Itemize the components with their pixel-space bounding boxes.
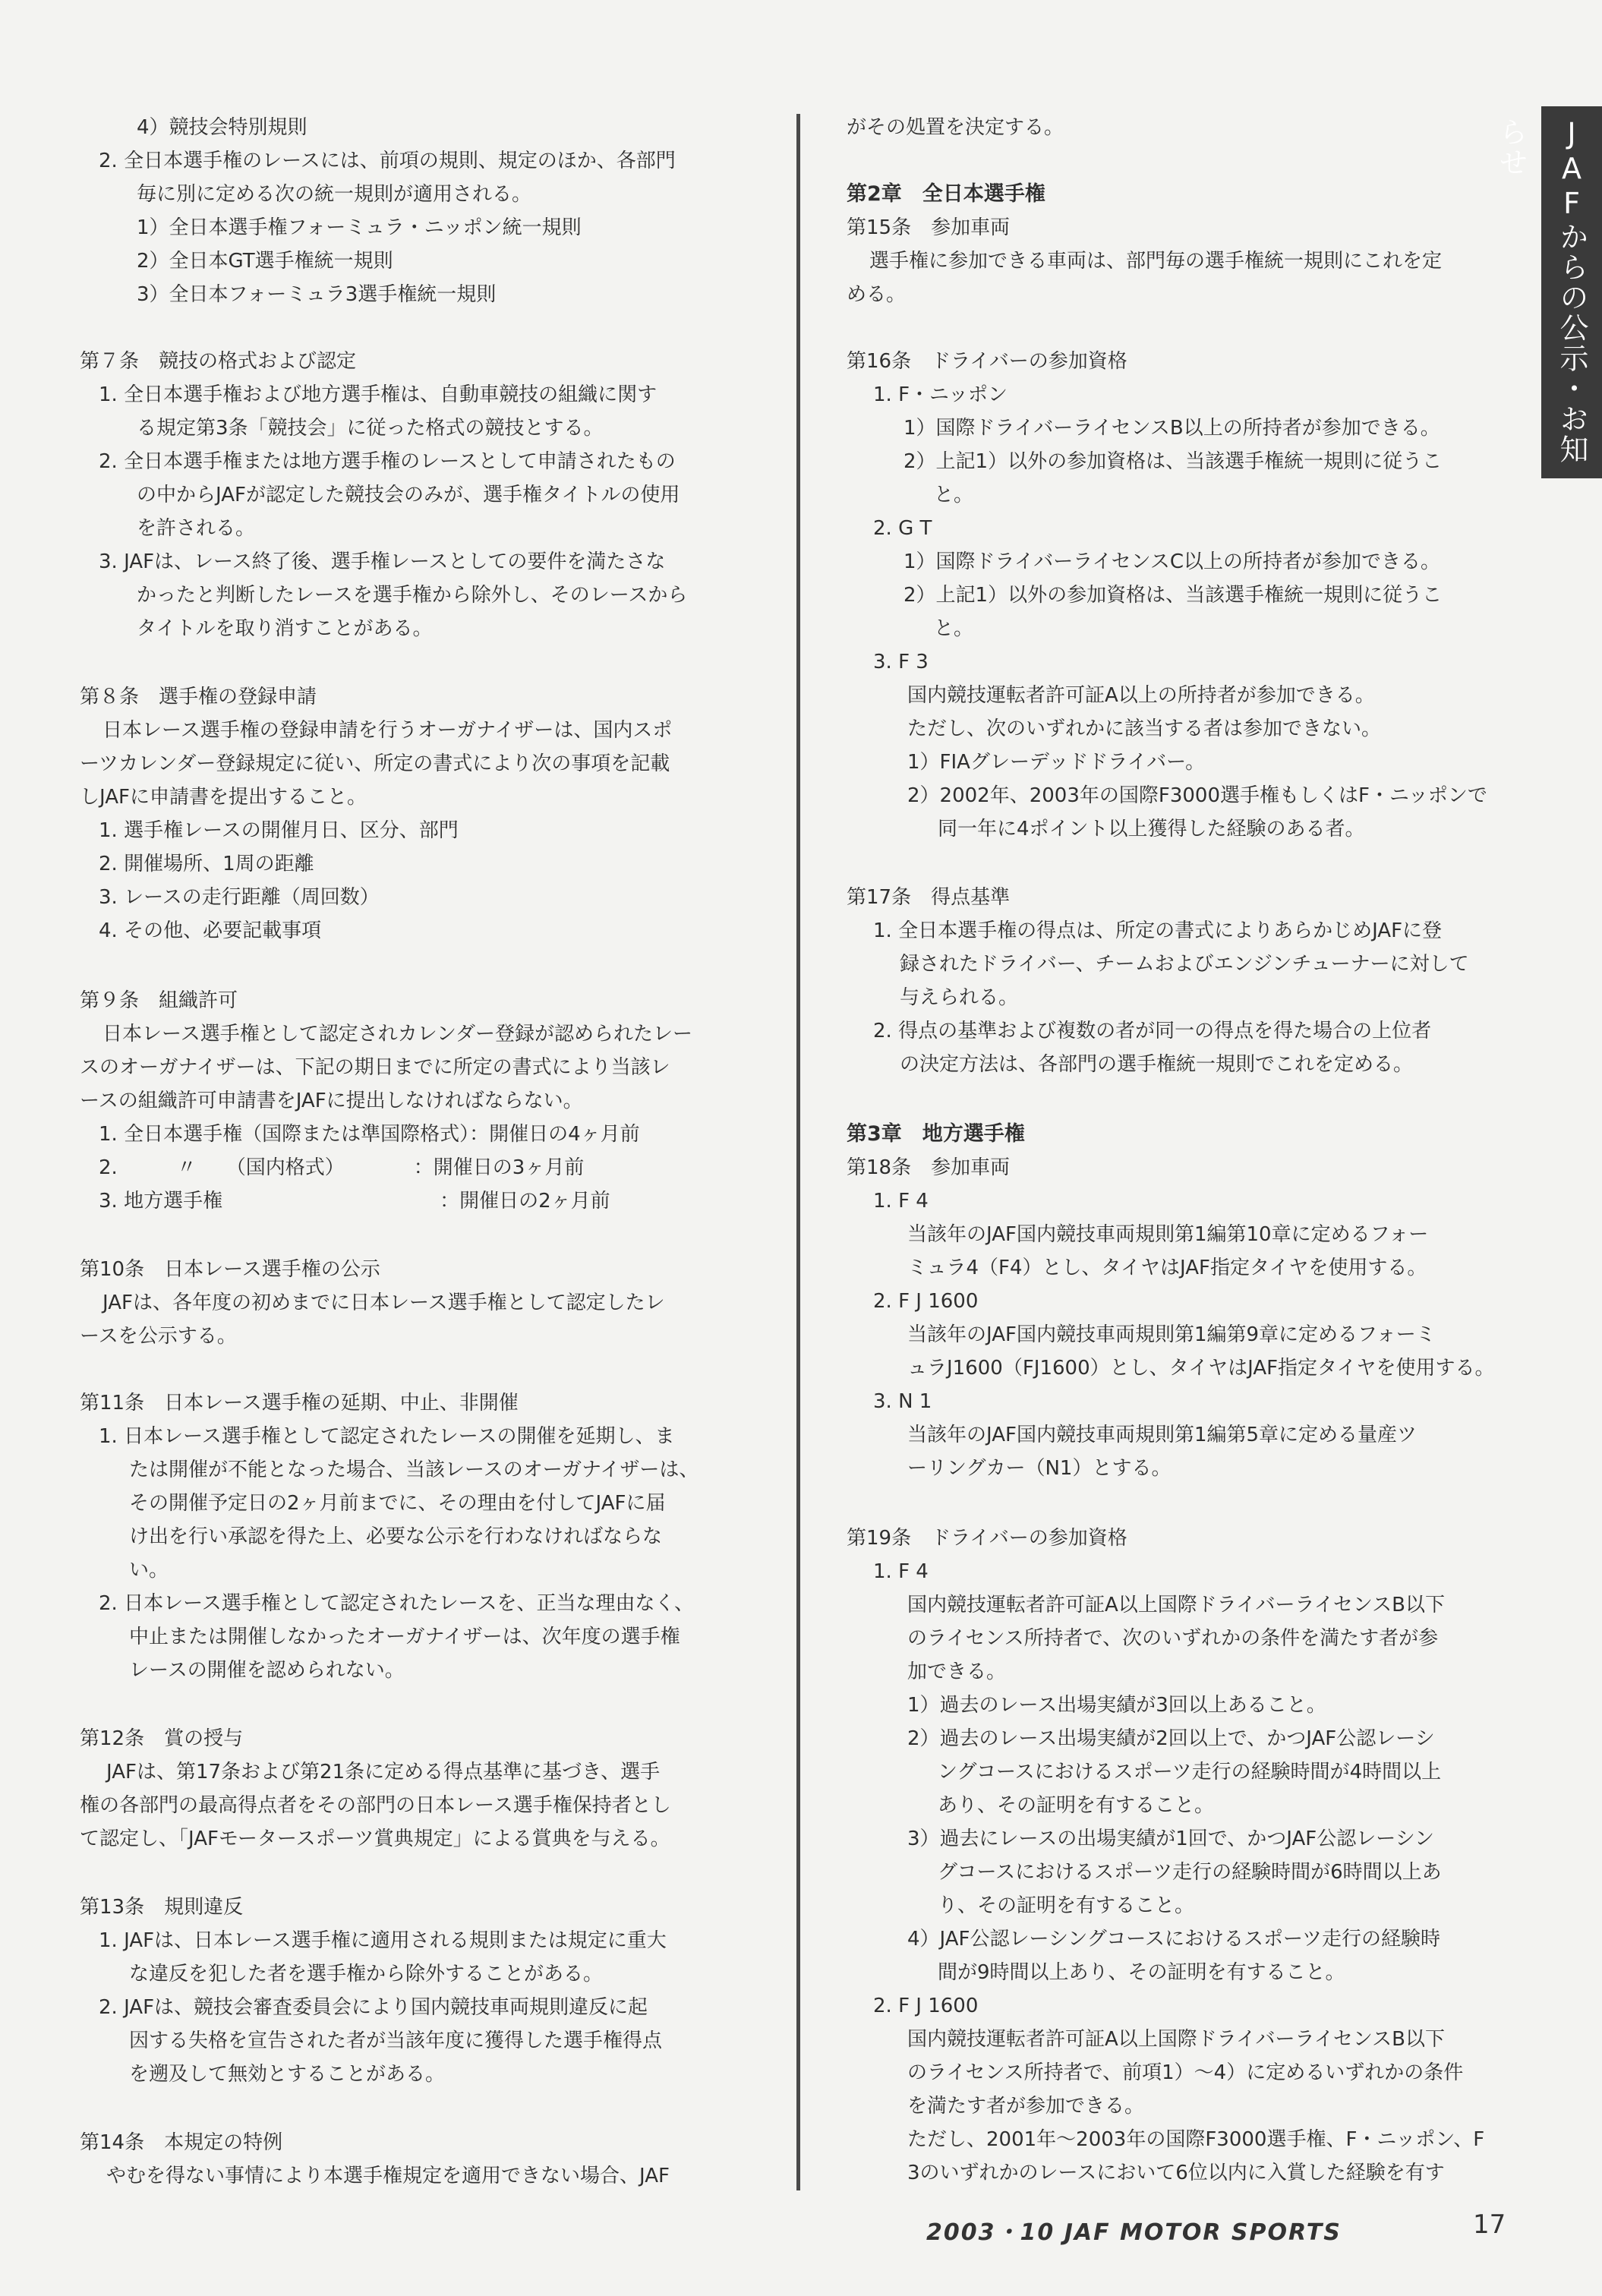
text-line: やむを得ない事情により本選手権規定を適用できない場合、JAF: [106, 2165, 670, 2187]
text-line: ミュラ4（F4）とし、タイヤはJAF指定タイヤを使用する。: [907, 1257, 1427, 1279]
text-line: ーツカレンダー登録規定に従い、所定の書式により次の事項を記載: [80, 752, 670, 775]
text-line: 2）上記1）以外の参加資格は、当該選手権統一規則に従うこ: [903, 450, 1443, 473]
text-line: 権の各部門の最高得点者をその部門の日本レース選手権保持者とし: [80, 1794, 671, 1817]
text-line: を遡及して無効とすることがある。: [129, 2063, 446, 2086]
text-line: 国内競技運転者許可証A以上国際ドライバーライセンスB以下: [907, 1594, 1445, 1616]
section-tab: [1494, 106, 1602, 478]
text-line: な違反を犯した者を選手権から除外することがある。: [129, 1963, 604, 1985]
text-line: かったと判断したレースを選手権から除外し、そのレースから: [137, 584, 688, 607]
text-line: 3. レースの走行距離（周回数）: [99, 886, 380, 909]
text-line: ュラJ1600（FJ1600）とし、タイヤはJAF指定タイヤを使用する。: [907, 1357, 1495, 1380]
text-line: 2. 〃 （国内格式） ：開催日の3ヶ月前: [99, 1156, 585, 1179]
article-heading: 第13条 規則違反: [80, 1896, 244, 1919]
text-line: 当該年のJAF国内競技車両規則第1編第10章に定めるフォー: [907, 1223, 1429, 1246]
text-line: 3のいずれかのレースにおいて6位以内に入賞した経験を有す: [907, 2162, 1445, 2184]
text-line: と。: [934, 617, 974, 640]
text-line: 3. F 3: [873, 651, 929, 673]
text-line: 2）過去のレース出場実績が2回以上で、かつJAF公認レーシ: [907, 1727, 1435, 1750]
text-line: 録されたドライバー、チームおよびエンジンチューナーに対して: [900, 953, 1469, 976]
text-line: ングコースにおけるスポーツ走行の経験時間が4時間以上: [938, 1761, 1442, 1784]
text-line: 1. 選手権レースの開催月日、区分、部門: [99, 819, 459, 842]
text-line: 因する失格を宣告された者が当該年度に獲得した選手権得点: [129, 2030, 663, 2052]
text-line: 日本レース選手権の登録申請を行うオーガナイザーは、国内スポ: [102, 719, 673, 742]
article-heading: 第18条 参加車両: [847, 1156, 1011, 1179]
text-line: 4）JAF公認レーシングコースにおけるスポーツ走行の経験時: [907, 1928, 1440, 1951]
text-line: 加できる。: [907, 1660, 1007, 1683]
text-line: のライセンス所持者で、次のいずれかの条件を満たす者が参: [907, 1627, 1439, 1650]
text-line: 3. N 1: [873, 1390, 932, 1413]
text-line: 国内競技運転者許可証A以上の所持者が参加できる。: [907, 684, 1375, 707]
article-heading: 第16条 ドライバーの参加資格: [847, 350, 1127, 373]
text-line: のライセンス所持者で、前項1）～4）に定めるいずれかの条件: [907, 2061, 1464, 2084]
article-heading: 第14条 本規定の特例: [80, 2131, 283, 2154]
text-line: JAFは、第17条および第21条に定める得点基準に基づき、選手: [106, 1761, 661, 1784]
text-line: タイトルを取り消すことがある。: [137, 617, 433, 640]
article-heading: 第９条 組織許可: [80, 989, 238, 1012]
text-line: を許される。: [137, 517, 256, 540]
text-line: 3）過去にレースの出場実績が1回で、かつJAF公認レーシン: [907, 1828, 1435, 1850]
article-heading: 第11条 日本レース選手権の延期、中止、非開催: [80, 1392, 519, 1414]
text-line: の決定方法は、各部門の選手権統一規則でこれを定める。: [900, 1053, 1414, 1076]
text-line: ただし、次のいずれかに該当する者は参加できない。: [907, 718, 1382, 740]
text-line: 中止または開催しなかったオーガナイザーは、次年度の選手権: [129, 1626, 680, 1648]
text-line: り、その証明を有すること。: [938, 1894, 1195, 1917]
text-line: 3. 地方選手権 ：開催日の2ヶ月前: [99, 1190, 610, 1213]
text-line: 1. 日本レース選手権として認定されたレースの開催を延期し、ま: [99, 1425, 675, 1448]
text-line: 2. JAFは、競技会審査委員会により国内競技車両規則違反に起: [99, 1996, 648, 2019]
text-line: スのオーガナイザーは、下記の期日までに所定の書式により当該レ: [80, 1056, 670, 1079]
text-line: て認定し、「JAFモータースポーツ賞典規定」による賞典を与える。: [80, 1828, 670, 1850]
text-line: 毎に別に定める次の統一規則が適用される。: [137, 183, 532, 206]
text-line: 与えられる。: [900, 986, 1019, 1009]
text-line: その開催予定日の2ヶ月前までに、その理由を付してJAFに届: [129, 1492, 666, 1515]
article-heading: 第15条 参加車両: [847, 216, 1011, 239]
text-line: 選手権に参加できる車両は、部門毎の選手権統一規則にこれを定: [869, 250, 1443, 273]
text-line: 2. 得点の基準および複数の者が同一の得点を得た場合の上位者: [873, 1020, 1432, 1042]
text-line: 1）FIAグレーデッドドライバー。: [907, 751, 1206, 774]
text-line: 3）全日本フォーミュラ3選手権統一規則: [137, 283, 497, 306]
text-line: 2. 全日本選手権のレースには、前項の規則、規定のほか、各部門: [99, 150, 676, 172]
text-line: しJAFに申請書を提出すること。: [80, 786, 367, 809]
text-line: 2）全日本GT選手権統一規則: [137, 250, 393, 273]
article-heading: 第17条 得点基準: [847, 886, 1011, 909]
chapter-heading: 第2章 全日本選手権: [847, 182, 1045, 206]
text-line: 1. F 4: [873, 1190, 929, 1213]
text-line: 1. 全日本選手権および地方選手権は、自動車競技の組織に関す: [99, 383, 658, 406]
text-line: ースの組織許可申請書をJAFに提出しなければならない。: [80, 1090, 583, 1112]
text-line: 当該年のJAF国内競技車両規則第1編第5章に定める量産ツ: [907, 1424, 1418, 1446]
text-line: レースの開催を認められない。: [129, 1659, 405, 1682]
text-line: 4. その他、必要記載事項: [99, 919, 322, 942]
text-line: 1）過去のレース出場実績が3回以上あること。: [907, 1694, 1326, 1717]
column-divider: [796, 114, 800, 2190]
text-line: ースを公示する。: [80, 1325, 237, 1348]
text-line: る規定第3条「競技会」に従った格式の競技とする。: [137, 417, 604, 440]
text-line: を満たす者が参加できる。: [907, 2095, 1145, 2118]
text-line: 3. JAFは、レース終了後、選手権レースとしての要件を満たさな: [99, 550, 666, 573]
text-line: ーリングカー（N1）とする。: [907, 1457, 1172, 1480]
text-line: 国内競技運転者許可証A以上国際ドライバーライセンスB以下: [907, 2028, 1445, 2051]
text-line: がその処置を決定する。: [847, 116, 1064, 139]
text-line: と。: [934, 484, 974, 506]
text-line: 当該年のJAF国内競技車両規則第1編第9章に定めるフォーミ: [907, 1323, 1436, 1346]
magazine-footer: 2003・10 JAF MOTOR SPORTS: [926, 2219, 1342, 2246]
article-heading: 第19条 ドライバーの参加資格: [847, 1527, 1127, 1550]
text-line: 2. G T: [873, 517, 932, 540]
text-line: 1. F 4: [873, 1560, 929, 1583]
text-line: 1. F・ニッポン: [873, 383, 1008, 406]
page-number: 17: [1473, 2209, 1506, 2240]
article-heading: 第８条 選手権の登録申請: [80, 686, 317, 708]
text-line: 2. F J 1600: [873, 1290, 979, 1313]
text-line: 同一年に4ポイント以上獲得した経験のある者。: [938, 818, 1365, 840]
text-line: 2. 開催場所、1周の距離: [99, 853, 314, 875]
text-line: 2. F J 1600: [873, 1995, 979, 2017]
text-line: 1. JAFは、日本レース選手権に適用される規則または規定に重大: [99, 1929, 667, 1952]
section-tab-label: JAFからの公示・お知らせ: [1494, 117, 1588, 465]
text-line: の中からJAFが認定した競技会のみが、選手権タイトルの使用: [137, 484, 680, 506]
text-line: 1）国際ドライバーライセンスC以上の所持者が参加できる。: [903, 550, 1441, 573]
text-line: 2）上記1）以外の参加資格は、当該選手権統一規則に従うこ: [903, 584, 1443, 607]
text-line: 日本レース選手権として認定されカレンダー登録が認められたレー: [102, 1023, 693, 1046]
text-line: 2. 日本レース選手権として認定されたレースを、正当な理由なく、: [99, 1592, 694, 1615]
article-heading: 第12条 賞の授与: [80, 1727, 244, 1750]
text-line: 2）2002年、2003年の国際F3000選手権もしくはF・ニッポンで: [907, 784, 1487, 807]
text-line: あり、その証明を有すること。: [938, 1794, 1215, 1817]
text-line: 1. 全日本選手権の得点は、所定の書式によりあらかじめJAFに登: [873, 919, 1443, 942]
text-line: 1. 全日本選手権（国際または準国際格式）：開催日の4ヶ月前: [99, 1123, 640, 1146]
text-line: グコースにおけるスポーツ走行の経験時間が6時間以上あ: [938, 1861, 1442, 1884]
text-line: たは開催が不能となった場合、当該レースのオーガナイザーは、: [129, 1459, 699, 1481]
article-heading: 第７条 競技の格式および認定: [80, 350, 357, 373]
text-line: ただし、2001年～2003年の国際F3000選手権、F・ニッポン、F: [907, 2128, 1485, 2151]
text-line: 1）国際ドライバーライセンスB以上の所持者が参加できる。: [903, 417, 1440, 440]
chapter-heading: 第3章 地方選手権: [847, 1122, 1025, 1146]
text-line: める。: [847, 283, 907, 306]
text-line: い。: [129, 1559, 169, 1582]
text-line: 2. 全日本選手権または地方選手権のレースとして申請されたもの: [99, 450, 676, 473]
text-line: 4）競技会特別規則: [137, 116, 307, 139]
text-line: 間が9時間以上あり、その証明を有すること。: [938, 1961, 1345, 1984]
article-heading: 第10条 日本レース選手権の公示: [80, 1258, 380, 1281]
text-line: JAFは、各年度の初めまでに日本レース選手権として認定したレ: [102, 1292, 665, 1314]
text-line: け出を行い承認を得た上、必要な公示を行わなければならな: [129, 1525, 663, 1548]
text-line: 1）全日本選手権フォーミュラ・ニッポン統一規則: [137, 216, 582, 239]
